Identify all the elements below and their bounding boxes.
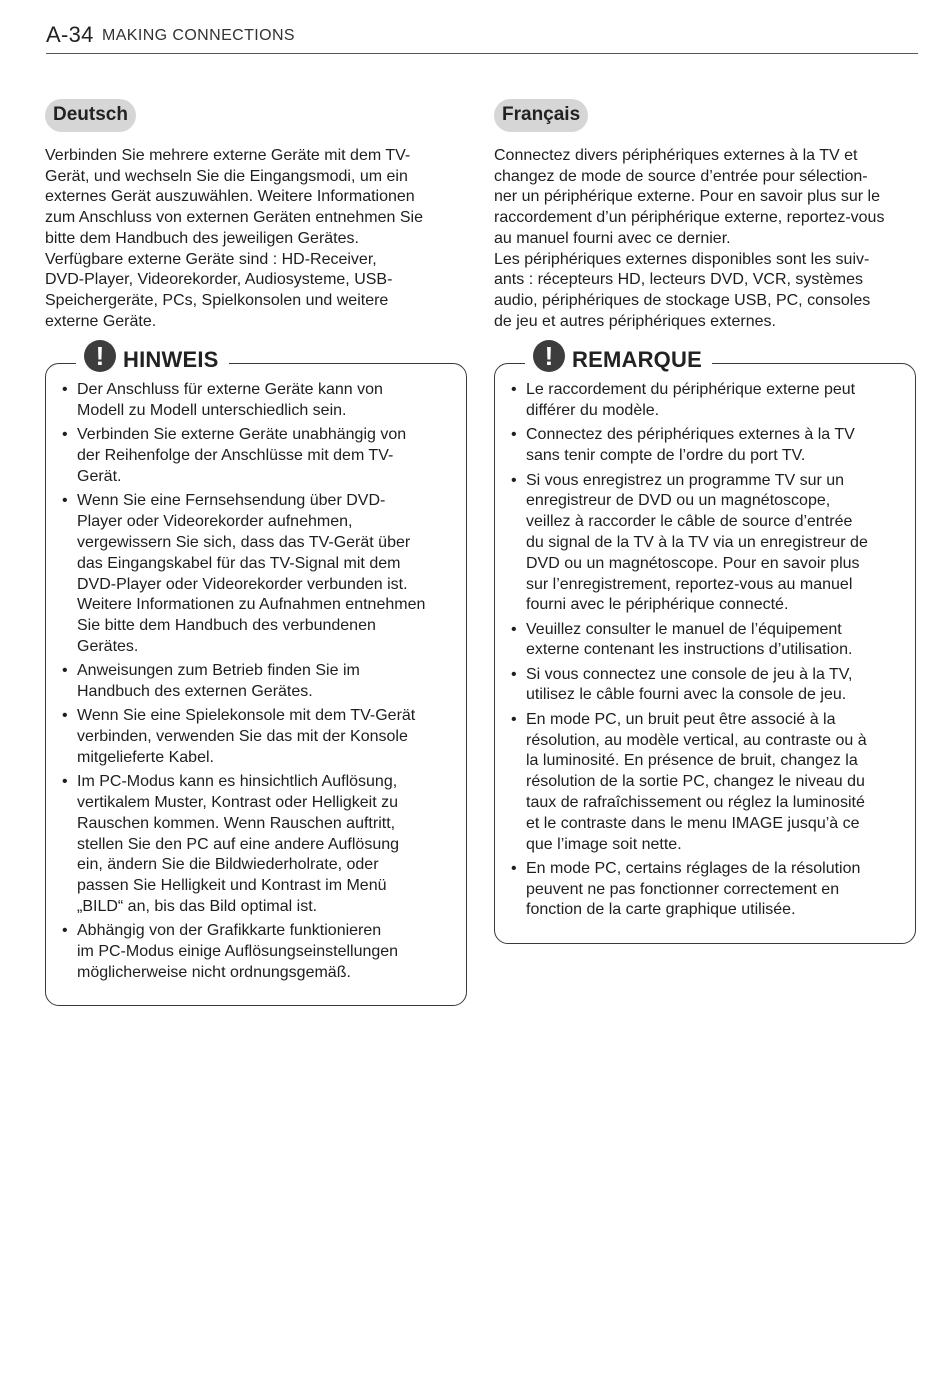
list-item: • Wenn Sie eine Spielekonsole mit dem TV-Gerät verbinden, verwenden Sie das mit der Konsole mitgelieferte Kabel. [58,706,454,768]
language-label-deutsch: Deutsch [45,99,136,132]
deutsch-column [45,99,467,1006]
note-title: REMARQUE [572,347,702,373]
list-item: • Verbinden Sie externe Geräte unabhängig von der Reihenfolge der Anschlüsse mit dem TV- Gerät. [58,425,454,487]
page-header [46,20,918,54]
intro-paragraph-deutsch: Verbinden Sie mehrere externe Geräte mit dem TV- Gerät, und wechseln Sie die Eingangsmodi, um ein externes Gerät auszuwählen. Weitere Informationen zum Anschluss von externen Geräten entnehmen Sie bitte dem Handbuch des jeweiligen Gerätes. Verfügbare externe Geräte sind : HD-Receiver, DVD-Player, Videorekorder, Audiosysteme, USB- Speichergeräte, PCs, Spielkonsolen und weitere externe Geräte. [45,147,423,330]
list-item: • Abhängig von der Grafikkarte funktionieren im PC-Modus einige Auflösungseinstellungen möglicherweise nicht ordnungsgemäß. [58,921,454,983]
list-item: • Im PC-Modus kann es hinsichtlich Auflösung, vertikalem Muster, Kontrast oder Helligkeit zu Rauschen kommen. Wenn Rauschen auftritt, stellen Sie den PC auf eine andere Auflösung ein, ändern Sie die Bildwiederholrate, oder passen Sie Helligkeit und Kontrast im Menü „BILD“ an, bis das Bild optimal ist. [58,772,454,918]
page-number: A-34 [46,22,94,47]
section-title: MAKING CONNECTIONS [102,27,295,44]
list-item: • Si vous enregistrez un programme TV sur un enregistreur de DVD ou un magnétoscope, veillez à raccorder le câble de source d’entrée du signal de la TV à la TV via un enregistreur de DVD ou un magnétoscope. Pour en savoir plus sur l’enregistrement, reportez-vous au manuel fourni avec le périphérique connecté. [507,471,903,617]
language-label-francais: Français [494,99,588,132]
note-list [507,380,903,921]
list-item: • Anweisungen zum Betrieb finden Sie im Handbuch des externen Gerätes. [58,661,454,703]
list-item: • En mode PC, un bruit peut être associé à la résolution, au modèle vertical, au contraste ou à la luminosité. En présence de bruit, changez la résolution de la sortie PC, changez le niveau du taux de rafraîchissement ou réglez la luminosité et le contraste dans le menu IMAGE jusqu’à ce que l’image soit nette. [507,710,903,856]
exclamation-icon: ! [84,340,116,372]
list-item: • Connectez des périphériques externes à la TV sans tenir compte de l’ordre du port TV. [507,425,903,467]
francais-column [494,99,916,944]
list-item: • Le raccordement du périphérique externe peut différer du modèle. [507,380,903,422]
list-item: • Si vous connectez une console de jeu à la TV, utilisez le câble fourni avec la console de jeu. [507,665,903,707]
note-title: HINWEIS [123,347,219,373]
list-item: • En mode PC, certains réglages de la résolution peuvent ne pas fonctionner correctement en fonction de la carte graphique utilisée. [507,859,903,921]
note-header [525,342,712,378]
note-box-hinweis [45,341,467,1006]
note-list [58,380,454,983]
exclamation-icon: ! [533,340,565,372]
intro-paragraph-francais: Connectez divers périphériques externes à la TV et changez de mode de source d’entrée pour sélection- ner un périphérique externe. Pour en savoir plus sur le raccordement d’un périphérique externe, reportez-vous au manuel fourni avec ce dernier. Les périphériques externes disponibles sont les suiv- ants : récepteurs HD, lecteurs DVD, VCR, systèmes audio, périphériques de stockage USB, PC, consoles de jeu et autres périphériques externes. [494,147,885,330]
list-item: • Wenn Sie eine Fernsehsendung über DVD- Player oder Videorekorder aufnehmen, vergewissern Sie sich, dass das TV-Gerät über das Eingangskabel für das TV-Signal mit dem DVD-Player oder Videorekorder verbunden ist. Weitere Informationen zu Aufnahmen entnehmen Sie bitte dem Handbuch des verbundenen Gerätes. [58,491,454,657]
list-item: • Veuillez consulter le manuel de l’équipement externe contenant les instructions d’utilisation. [507,620,903,662]
list-item: • Der Anschluss für externe Geräte kann von Modell zu Modell unterschiedlich sein. [58,380,454,422]
note-header [76,342,229,378]
note-box-remarque [494,341,916,943]
